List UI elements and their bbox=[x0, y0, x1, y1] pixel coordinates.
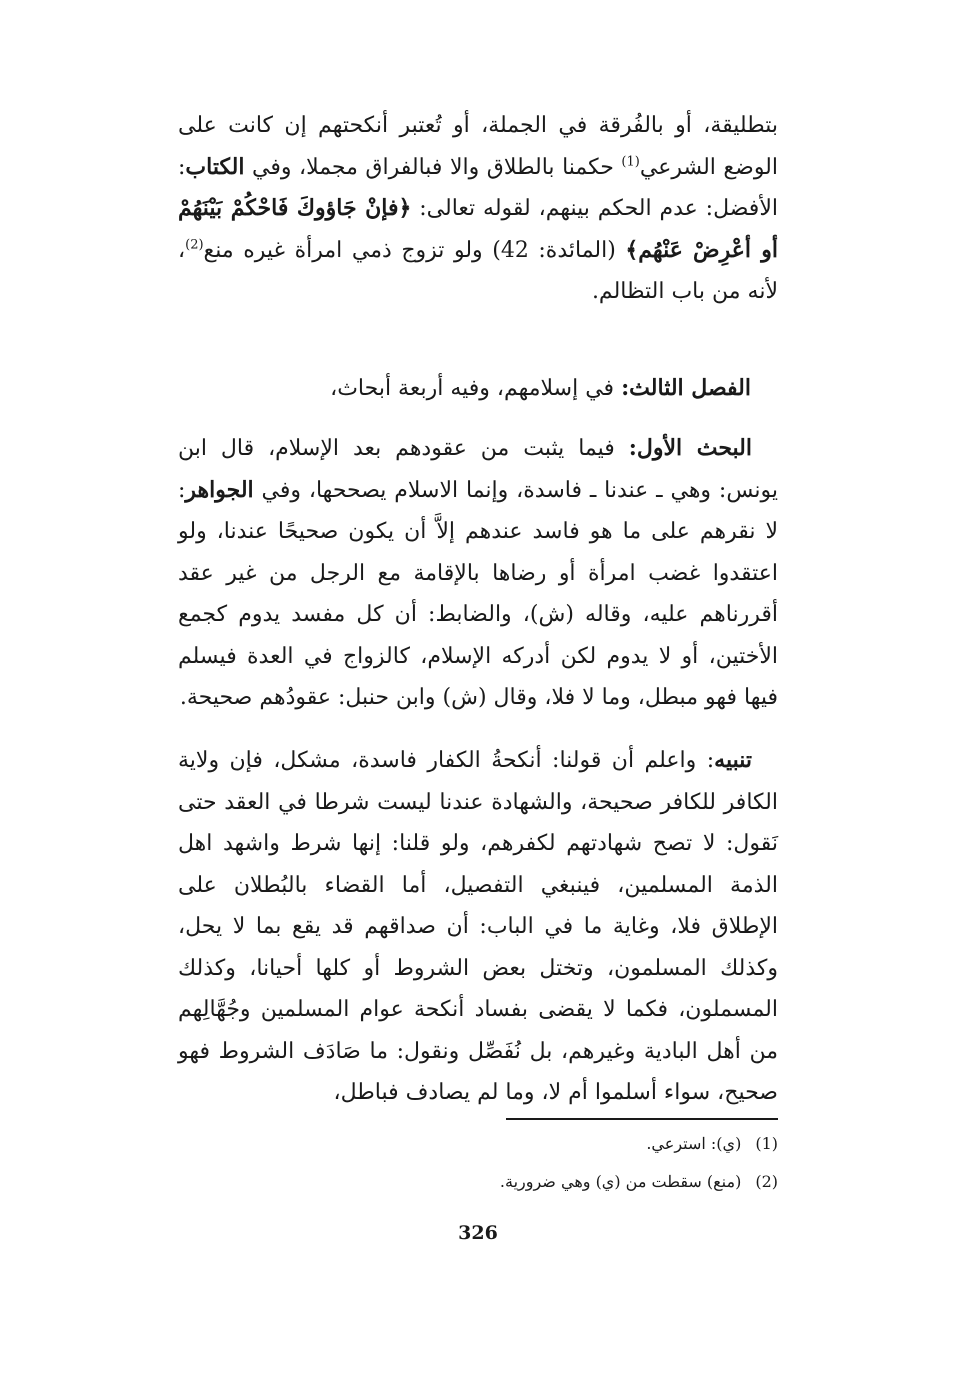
paragraph-first-section bbox=[178, 428, 778, 719]
chapter-heading-desc: في إسلامهم، وفيه أربعة أبحاث، bbox=[330, 376, 622, 401]
intro-text-ref: (المائدة: 42) ولو تزوج ذمي امرأة غيره منع bbox=[203, 237, 626, 263]
paragraph-note bbox=[178, 740, 778, 1114]
footnote-divider bbox=[506, 1118, 778, 1120]
section-title-first: البحث الأول: bbox=[628, 435, 752, 461]
footnote-2 bbox=[178, 1170, 778, 1194]
footnote-1 bbox=[178, 1132, 778, 1156]
note-title: تنبيه bbox=[714, 747, 752, 773]
footnote-ref-1[interactable]: (1) bbox=[621, 154, 640, 170]
book-term-jawahir: الجواهر bbox=[185, 476, 254, 503]
chapter-heading bbox=[330, 368, 751, 409]
page-number: 326 bbox=[458, 1222, 498, 1244]
intro-text-mid: حكمنا بالطلاق والا فبالفراق مجملا، وفي bbox=[244, 154, 622, 180]
intro-text-end: ، لأنه من باب التظالم. bbox=[178, 237, 778, 304]
footnote-number: (2) bbox=[755, 1172, 778, 1191]
paragraph-intro bbox=[178, 105, 778, 313]
chapter-heading-title: الفصل الثالث: bbox=[621, 375, 751, 401]
section-text-a: فيما يثبت من عقودهم بعد الإسلام، قال ابن يونس: وهي ـ عندنا ـ فاسدة، وإنما الاسلام يصححها، وفي bbox=[178, 436, 778, 503]
footnote-ref-2[interactable]: (2) bbox=[185, 237, 204, 253]
note-text: : واعلم أن قولنا: أنكحةُ الكفار فاسدة، مشكل، فإن ولاية الكافر للكافر صحيحة، والشهادة عندنا ليست شرطا في العقد حتى نَقول: لا تصح شهادتهم لكفرهم، ولو قلنا: إنها شرط واشهد اهل الذمة المسلمين، فينبغي التفصيل، أما القضاء بالبُطلان على الإطلاق فلا، وغاية ما في الباب: أن صداقهم قد يقع بما لا يحل، وكذلك المسلمون، وتختل بعض الشروط أو كلها أحيانا، وكذلك المسملون، فكما لا يقضى بفساد أنكحة عوام المسلمين وجُهَّالِهم من أهل البادية وغيرهم، بل نُفَصِّل ونقول: ما صَادَف الشروط فهو صحيح، سواء أسلموا أم لا، وما لم يصادف فباطل، bbox=[178, 748, 778, 1105]
intro-text-cont: : الأفضل: عدم الحكم بينهم، لقوله تعالى: bbox=[178, 154, 778, 221]
intro-text: بتطليقة، أو بالفُرقة في الجملة، أو تُعتبر أنكحتهم إن كانت على الوضع الشرعي bbox=[178, 113, 778, 180]
footnote-text: (منع) سقطت من (ي) وهي ضرورية. bbox=[499, 1172, 742, 1191]
quran-verse: ﴿فإنْ جَاؤوكَ فَاحْكُمْ بَيْنَهُمْ أو أعْرِضْ عَنْهُم﴾ bbox=[178, 195, 778, 263]
footnote-text: (ي): استرعي. bbox=[646, 1134, 742, 1153]
book-term-kitab: الكتاب bbox=[185, 153, 245, 180]
section-text-b: : لا نقرهم على ما هو فاسد عندهم إلاَّ أن يكون صحيحًا عندنا، ولو اعتقدوا غضب امرأة أو رضاها بالإقامة مع الرجل من غير عقد أقررناهم عليه، وقاله (ش)، والضابط: أن كل مفسد يدوم كجمع الأختين، أو لا يدوم لكن أدركه الإسلام، كالزواج في العدة فيسلم فيها فهو مبطل، وما لا فلا، وقال (ش) وابن حنبل: عقودُهم صحيحة. bbox=[178, 477, 778, 710]
footnote-number: (1) bbox=[755, 1134, 778, 1153]
